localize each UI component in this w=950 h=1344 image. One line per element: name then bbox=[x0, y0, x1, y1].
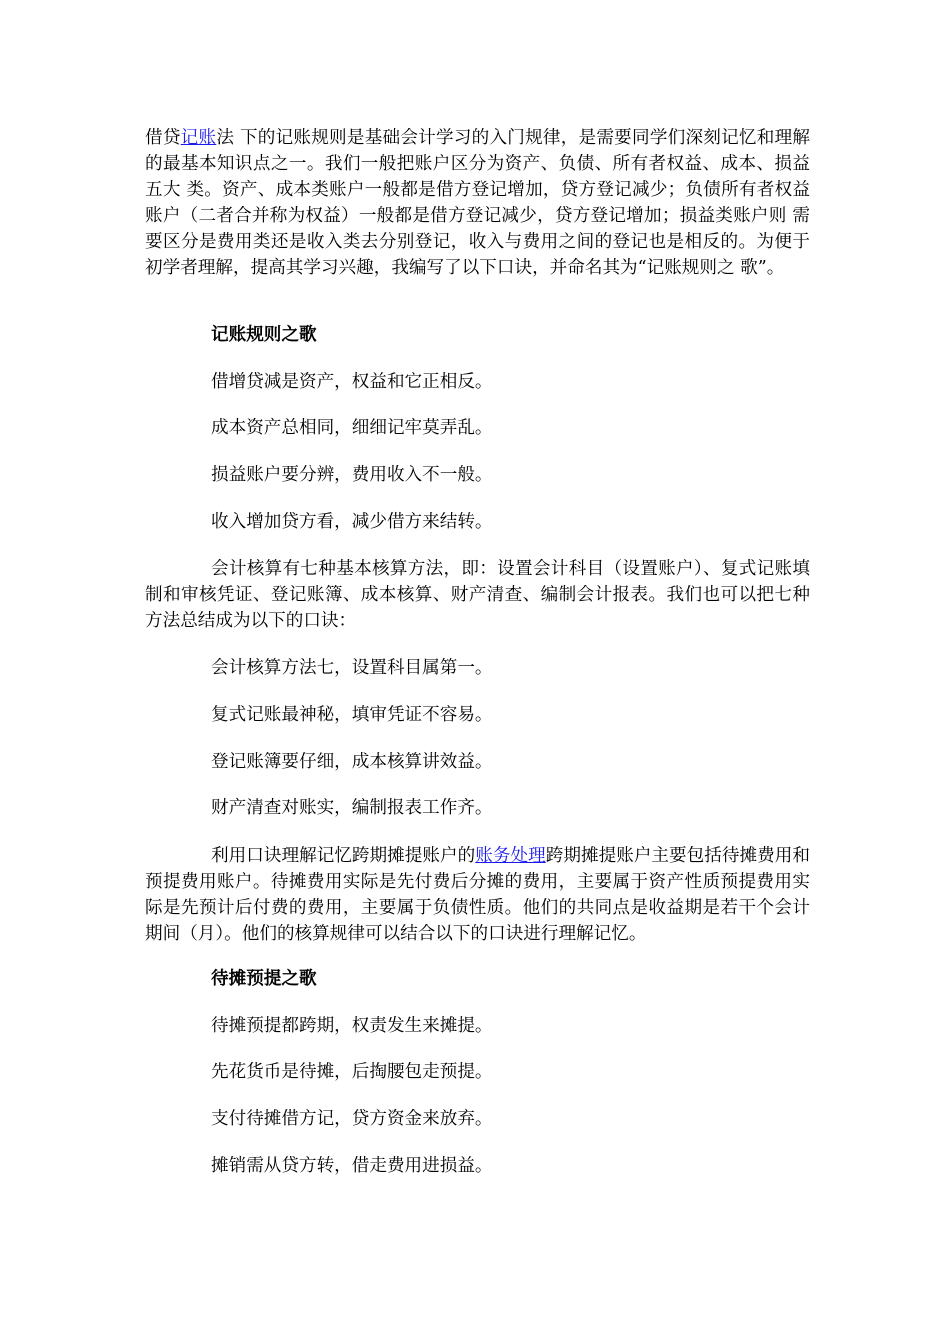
song2-line-4: 摊销需从贷方转，借走费用进损益。 bbox=[211, 1156, 493, 1176]
methods-paragraph: 会计核算有七种基本核算方法，即：设置会计科目（设置账户）、复式记账填制和审核凭证、登记账簿、成本核算、财产清查、编制会计报表。我们也可以把七种方法总结成为以下的口诀： bbox=[145, 559, 810, 631]
methods-line-1: 会计核算方法七，设置科目属第一。 bbox=[211, 658, 493, 678]
song2-line-1: 待摊预提都跨期，权责发生来摊提。 bbox=[211, 1016, 493, 1036]
bookkeeping-link[interactable]: 记账 bbox=[180, 128, 217, 148]
song1-line-1: 借增贷减是资产，权益和它正相反。 bbox=[211, 372, 493, 392]
song2-line-2: 先花货币是待摊，后掏腰包走预提。 bbox=[211, 1062, 493, 1082]
intro-paragraph bbox=[145, 125, 810, 281]
accrual-paragraph bbox=[145, 843, 810, 947]
intro-text-rest: 法 下的记账规则是基础会计学习的入门规律，是需要同学们深刻记忆和理解的最基本知识点之一。我们一般把账户区分为资产、负债、所有者权益、成本、损益五大 类。资产、成本类账户一般都是借方登记增加，贷方登记减少；负债所有者权益账户（二者合并称为权益）一般都是借方登记减少，贷方登记增加；损益类账户则 需要区分是费用类还是收入类去分别登记，收入与费用之间的登记也是相反的。为便于初学者理解，提高其学习兴趣，我编写了以下口诀，并命名其为“记账规则之 歌”。 bbox=[145, 128, 810, 278]
song2-line-3: 支付待摊借方记，贷方资金来放弃。 bbox=[211, 1109, 493, 1129]
accrual-text-rest: 跨期摊提账户主要包括待摊费用和预提费用账户。待摊费用实际是先付费后分摊的费用，主要属于资产性质预提费用实际是先预计后付费的费用，主要属于负债性质。他们的共同点是收益期是若干个会计期间（月）。他们的核算规律可以结合以下的口诀进行理解记忆。 bbox=[145, 846, 810, 944]
song2-title: 待摊预提之歌 bbox=[211, 968, 317, 989]
intro-text-start: 借贷 bbox=[145, 128, 181, 148]
accrual-text-start: 利用口诀理解记忆跨期摊提账户的 bbox=[211, 846, 476, 866]
methods-line-3: 登记账簿要仔细，成本核算讲效益。 bbox=[211, 752, 493, 772]
methods-line-4: 财产清查对账实，编制报表工作齐。 bbox=[211, 798, 493, 818]
song1-title: 记账规则之歌 bbox=[211, 324, 317, 345]
song1-line-4: 收入增加贷方看，减少借方来结转。 bbox=[211, 512, 493, 532]
song1-line-3: 损益账户要分辨，费用收入不一般。 bbox=[211, 465, 493, 485]
methods-line-2: 复式记账最神秘，填审凭证不容易。 bbox=[211, 705, 493, 725]
accounting-treatment-link[interactable]: 账务处理 bbox=[475, 846, 546, 866]
song1-line-2: 成本资产总相同，细细记牢莫弄乱。 bbox=[211, 418, 493, 438]
